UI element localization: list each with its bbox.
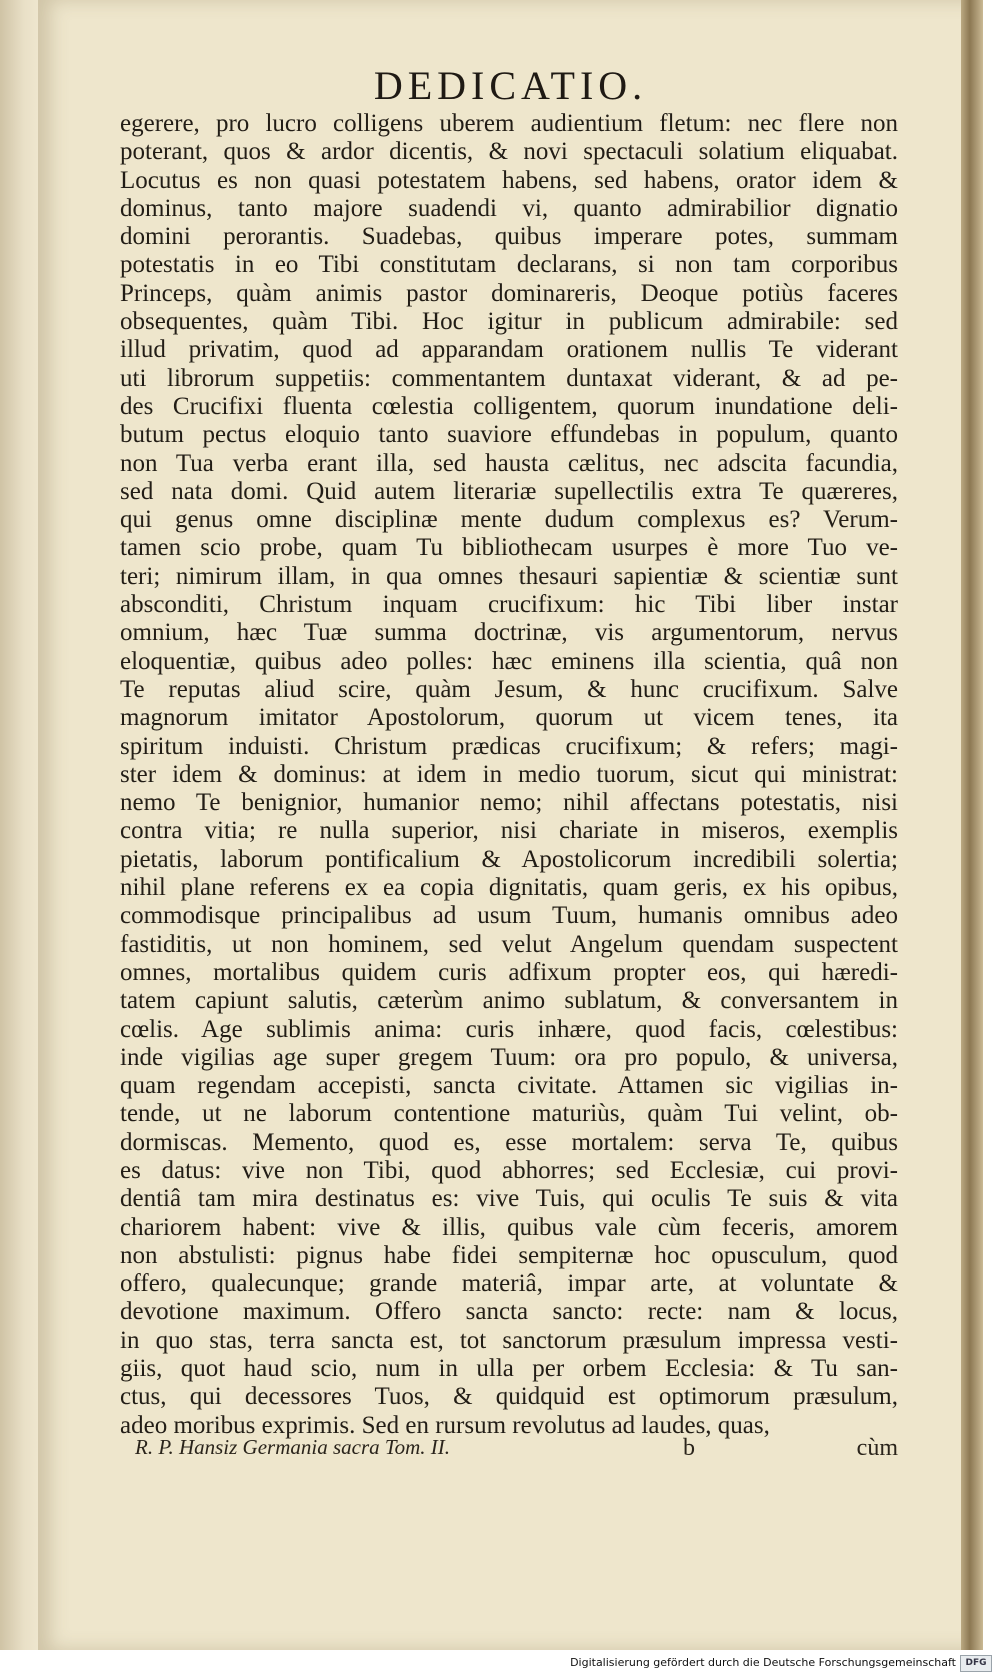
text-line: domini perorantis. Suadebas, quibus imperare potes, summam bbox=[120, 223, 898, 251]
scanned-page bbox=[38, 0, 983, 1650]
text-line: butum pectus eloquio tanto suaviore effundebas in populum, quanto bbox=[120, 421, 898, 449]
text-line: devotione maximum. Offero sancta sancto: recte: nam & locus, bbox=[120, 1298, 898, 1326]
text-line: potestatis in eo Tibi constitutam declarans, si non tam corporibus bbox=[120, 251, 898, 279]
text-line: adeo moribus exprimis. Sed en rursum revolutus ad laudes, quas, bbox=[120, 1411, 770, 1439]
text-line: eloquentiæ, quibus adeo polles: hæc eminens illa scientia, quâ non bbox=[120, 647, 898, 675]
text-line: des Crucifixi fluenta cœlestia colligentem, quorum inundatione deli- bbox=[120, 392, 898, 420]
page-heading: DEDICATIO. bbox=[373, 63, 648, 108]
text-line: Princeps, quàm animis pastor dominareris, Deoque potiùs faceres bbox=[120, 279, 898, 307]
text-line: inde vigilias age super gregem Tuum: ora pro populo, & universa, bbox=[120, 1043, 898, 1071]
text-line: Locutus es non quasi potestatem habens, sed habens, orator idem & bbox=[120, 166, 898, 194]
dfg-logo: DFG bbox=[960, 1655, 992, 1672]
text-line: teri; nimirum illam, in qua omnes thesauri sapientiæ & scientiæ sunt bbox=[120, 562, 898, 590]
text-line: Te reputas aliud scire, quàm Jesum, & hunc crucifixum. Salve bbox=[120, 675, 898, 703]
text-line: tende, ut ne laborum contentione maturiùs, quàm Tui velint, ob- bbox=[120, 1100, 898, 1128]
text-line: dominus, tanto majore suadendi vi, quanto admirabilior dignatio bbox=[120, 194, 898, 222]
text-line: ctus, qui decessores Tuos, & quidquid est optimorum præsulum, bbox=[120, 1383, 898, 1411]
text-line: contra vitia; re nulla superior, nisi chariate in miseros, exemplis bbox=[120, 817, 898, 845]
text-line: obsequentes, quàm Tibi. Hoc igitur in publicum admirabile: sed bbox=[120, 308, 898, 336]
body-text bbox=[120, 110, 898, 1440]
text-line: poterant, quos & ardor dicentis, & novi spectaculi solatium eliquabat. bbox=[120, 138, 898, 166]
text-line: giis, quot haud scio, num in ulla per orbem Ecclesia: & Tu san- bbox=[120, 1355, 898, 1383]
text-line: es datus: vive non Tibi, quod abhorres; sed Ecclesiæ, cui provi- bbox=[120, 1156, 898, 1184]
text-line: cœlis. Age sublimis anima: curis inhære, quod facis, cœlestibus: bbox=[120, 1015, 898, 1043]
text-line: commodisque principalibus ad usum Tuum, humanis omnibus adeo bbox=[120, 902, 898, 930]
text-line: tatem capiunt salutis, cæterùm animo sublatum, & conversantem in bbox=[120, 987, 898, 1015]
text-line: ster idem & dominus: at idem in medio tuorum, sicut qui ministrat: bbox=[120, 760, 898, 788]
text-line: pietatis, laborum pontificalium & Apostolicorum incredibili solertia; bbox=[120, 845, 898, 873]
text-line: spiritum induisti. Christum prædicas crucifixum; & refers; magi- bbox=[120, 732, 898, 760]
catchword: cùm bbox=[856, 1435, 898, 1461]
text-line: uti librorum suppetiis: commentantem duntaxat viderant, & ad pe- bbox=[120, 364, 898, 392]
text-line: nihil plane referens ex ea copia dignitatis, quam geris, ex his opibus, bbox=[120, 874, 898, 902]
text-line: illud privatim, quod ad apparandam orationem nullis Te viderant bbox=[120, 336, 898, 364]
text-line: dentiâ tam mira destinatus es: vive Tuis, qui oculis Te suis & vita bbox=[120, 1185, 898, 1213]
text-line: omnium, hæc Tuæ summa doctrinæ, vis argumentorum, nervus bbox=[120, 619, 898, 647]
text-line: fastiditis, ut non hominem, sed velut Angelum quendam suspectent bbox=[120, 930, 898, 958]
page-edge bbox=[961, 0, 983, 1650]
text-line: qui genus omne disciplinæ mente dudum complexus es? Verum- bbox=[120, 506, 898, 534]
signature-line: R. P. Hansiz Germania sacra Tom. II. bbox=[135, 1435, 451, 1459]
text-line: in quo stas, terra sancta est, tot sanctorum præsulum impressa vesti- bbox=[120, 1326, 898, 1354]
text-line: chariorem habent: vive & illis, quibus vale cùm feceris, amorem bbox=[120, 1213, 898, 1241]
text-line: non abstulisti: pignus habe fidei sempiternæ hoc opusculum, quod bbox=[120, 1241, 898, 1269]
page-footer bbox=[135, 1435, 898, 1465]
text-line: magnorum imitator Apostolorum, quorum ut vicem tenes, ita bbox=[120, 704, 898, 732]
text-line: absconditi, Christum inquam crucifixum: hic Tibi liber instar bbox=[120, 591, 898, 619]
signature-mark: b bbox=[683, 1435, 695, 1461]
text-line: egerere, pro lucro colligens uberem audientium fletum: nec flere non bbox=[120, 110, 898, 137]
text-line: non Tua verba erant illa, sed hausta cælitus, nec adscita facundia, bbox=[120, 449, 898, 477]
text-line: nemo Te benignior, humanior nemo; nihil affectans potestatis, nisi bbox=[120, 789, 898, 817]
text-line: sed nata domi. Quid autem literariæ supellectilis extra Te quæreres, bbox=[120, 477, 898, 505]
text-line: quam regendam accepisti, sancta civitate. Attamen sic vigilias in- bbox=[120, 1072, 898, 1100]
text-line: omnes, mortalibus quidem curis adfixum propter eos, qui hæredi- bbox=[120, 958, 898, 986]
book-spine bbox=[0, 0, 40, 1650]
text-line: offero, qualecunque; grande materiâ, impar arte, at voluntate & bbox=[120, 1270, 898, 1298]
text-line: tamen scio probe, quam Tu bibliothecam usurpes è more Tuo ve- bbox=[120, 534, 898, 562]
funding-credit: Digitalisierung gefördert durch die Deutsche Forschungsgemeinschaft bbox=[570, 1656, 956, 1669]
text-line: dormiscas. Memento, quod es, esse mortalem: serva Te, quibus bbox=[120, 1128, 898, 1156]
